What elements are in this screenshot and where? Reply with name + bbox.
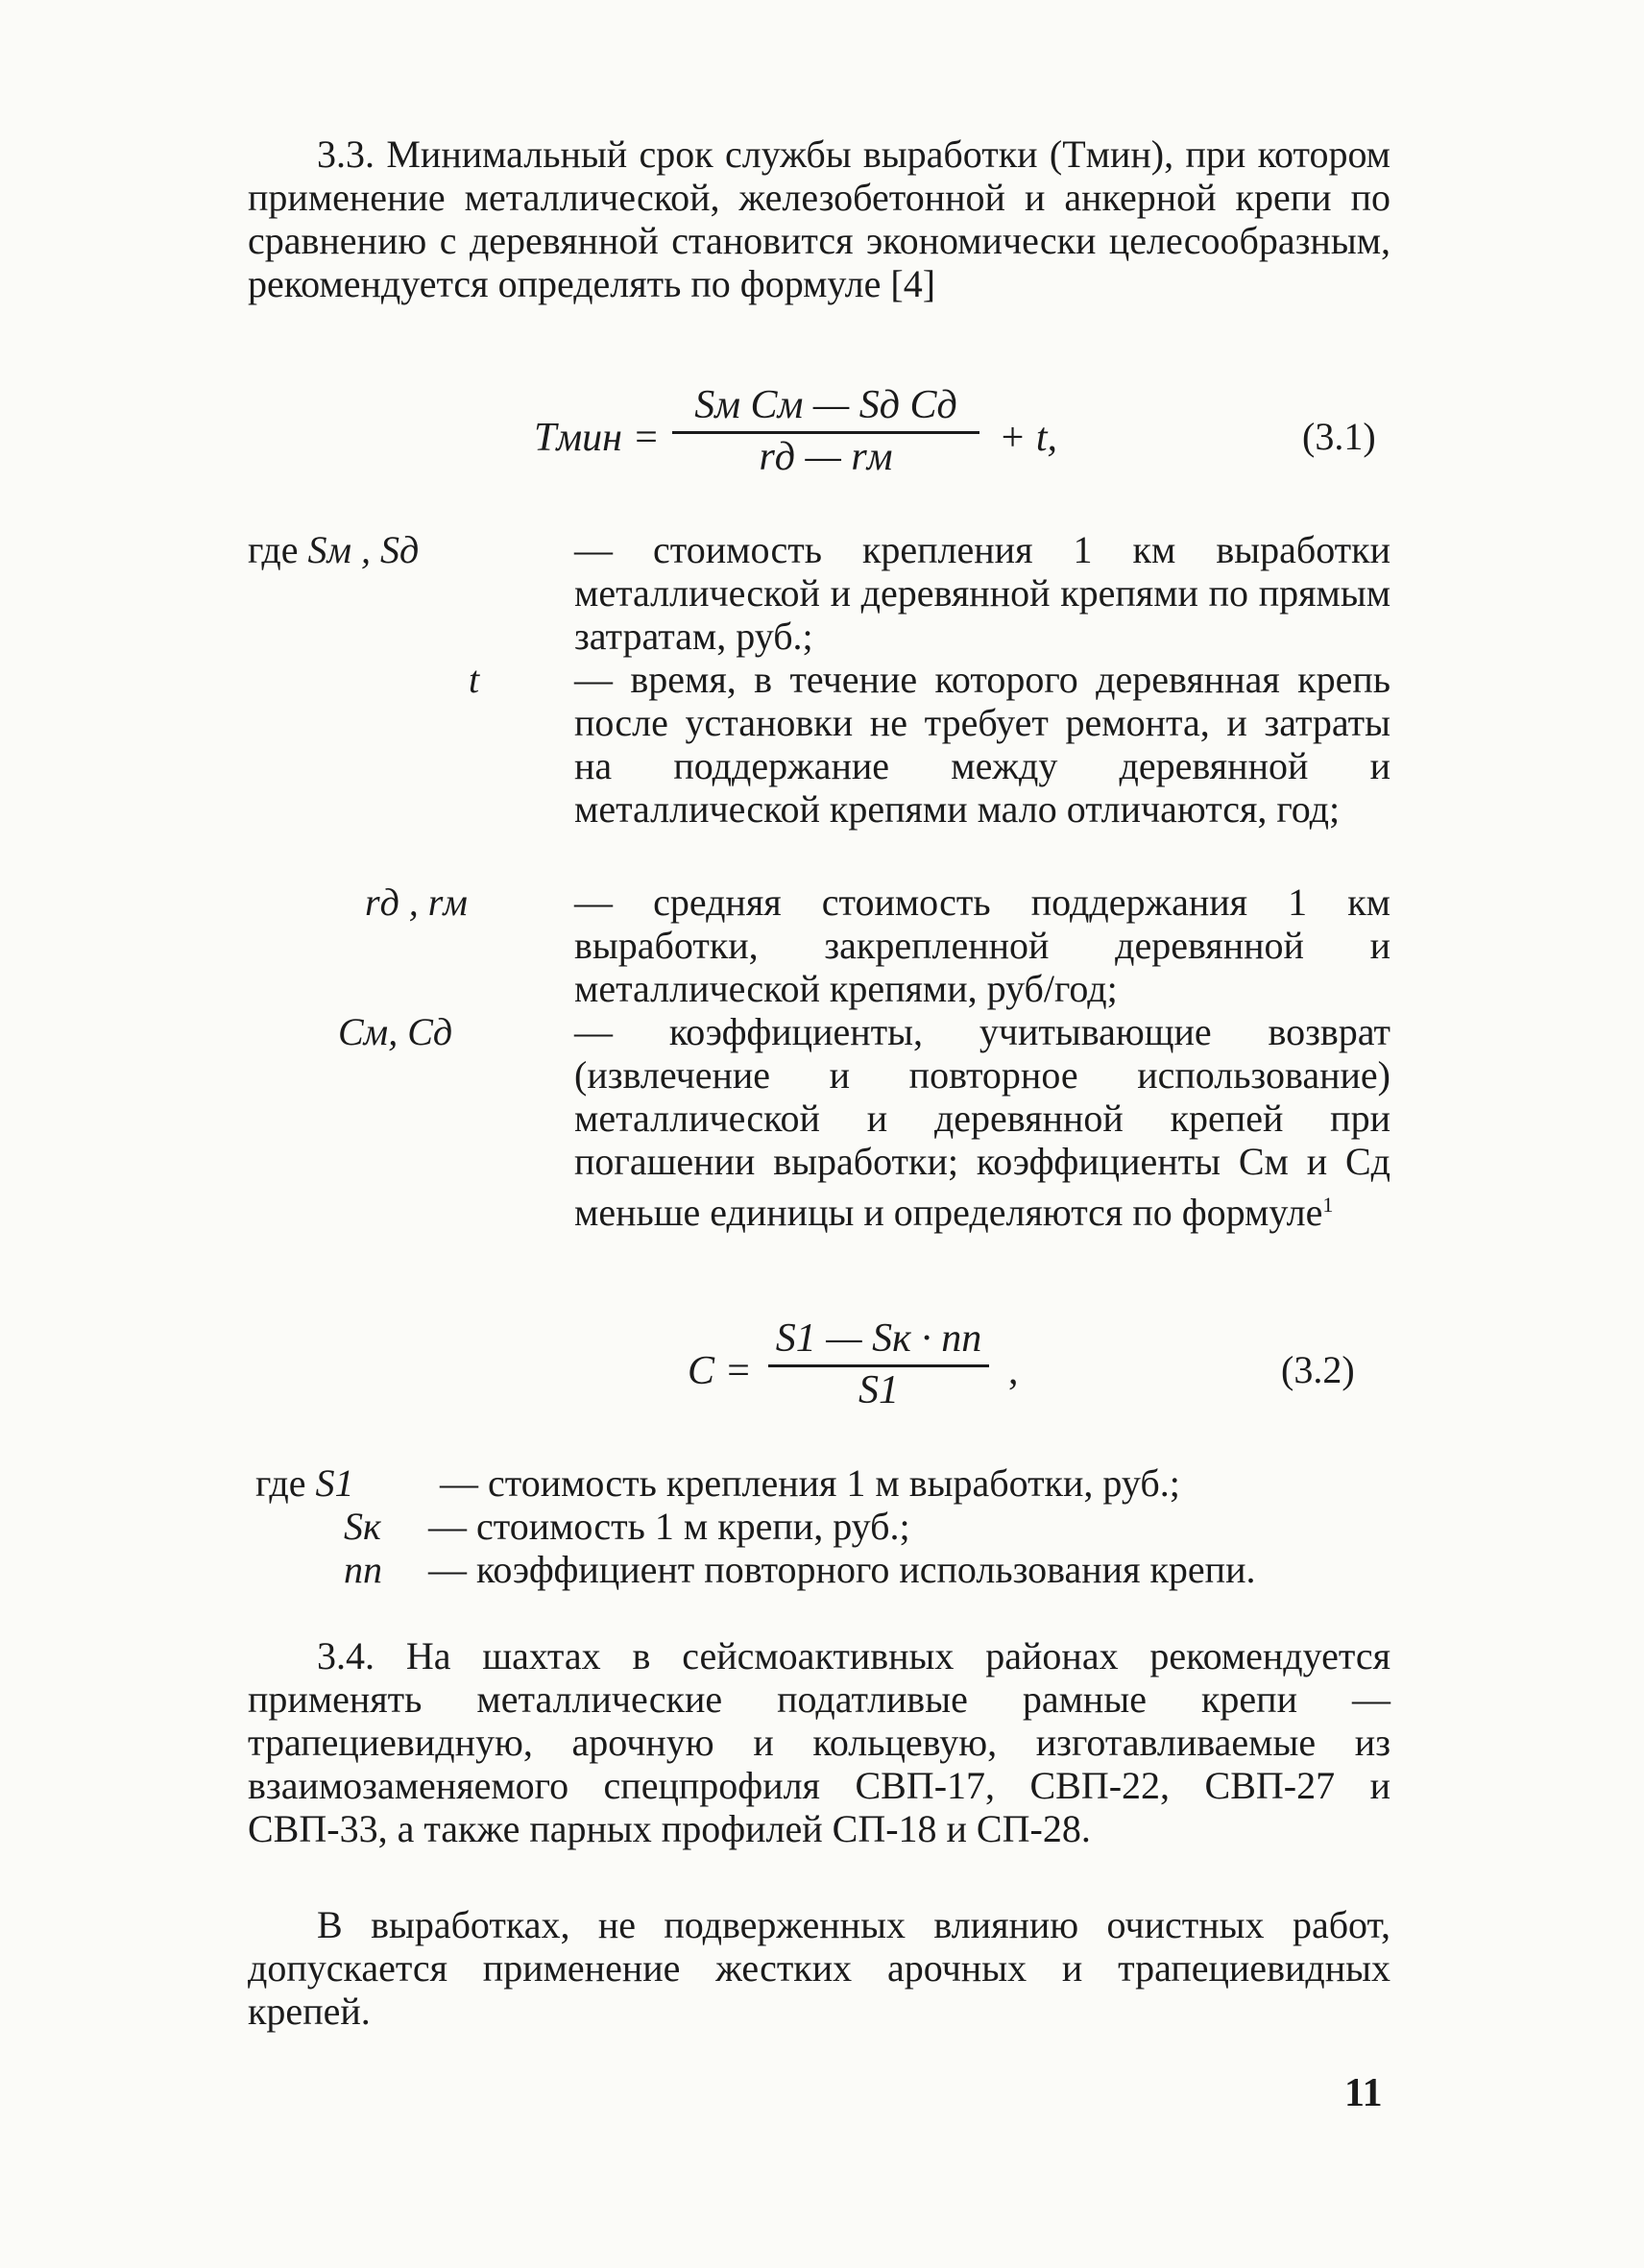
defs-1-symbol-c: Cм, Cд [338,1010,453,1053]
defs-1-intro-text: где [248,528,299,571]
formula-3-1-denominator: rд — rм [759,435,893,479]
formula-3-2-numerator: S1 — Sк · nп [775,1316,982,1361]
defs-1-item-0-text: — стоимость крепления 1 км выработки металлической и деревянной крепями по прямым затратам, руб.; [574,528,1390,658]
formula-3-1-numerator: Sм Cм — Sд Cд [694,383,957,427]
paragraph-final [248,1903,1390,2033]
defs-2-item-2-text: — коэффициент повторного использования крепи. [428,1548,1256,1591]
formula-3-1-fraction [672,384,979,479]
paragraph-3-4-text: 3.4. На шахтах в сейсмоактивных районах рекомендуется применять металлические податливые рамные крепи — трапециевидную, арочную и кольцевую, изготавливаемые из взаимозаменяемого спецпрофиля СВП-17, СВП-22, СВП-27 и СВП-33, а также парных профилей СП-18 и СП-28. [248,1634,1390,1850]
paragraph-3-3-text: 3.3. Минимальный срок службы выработки (Tмин), при котором применение металлической, железобетонной и анкерной крепи по сравнению с деревянной становится экономически целесообразным, рекомендуется определять по формуле [4] [248,133,1390,305]
defs-1-item-2-text: — средняя стоимость поддержания 1 км выработки, закрепленной деревянной и металлической крепями, руб/год; [574,881,1390,1010]
paragraph-3-4 [248,1634,1390,1850]
paragraph-3-3 [248,133,1390,305]
defs-2-item-0-text: — стоимость крепления 1 м выработки, руб.; [440,1461,1180,1505]
defs-1-item-0 [574,528,1390,658]
defs-1-item-1 [574,658,1390,831]
defs-1-symbol-t: t [469,658,480,701]
formula-3-1 [534,417,660,460]
formula-3-2-number: (3.2) [1281,1348,1355,1391]
formula-3-2-lhs: C = [688,1349,752,1393]
formula-3-1-lhs: Tмин = [534,416,660,460]
paragraph-final-text: В выработках, не подверженных влиянию очистных работ, допускается применение жестких арочных и трапециевидных крепей. [248,1903,1390,2033]
formula-3-2-denominator: S1 [858,1368,899,1412]
formula-3-2-bar [768,1364,989,1367]
defs-2-item-2 [428,1548,1389,1591]
formula-3-1-tail [999,417,1057,460]
defs-1-symbol-r: rд , rм [365,881,468,924]
formula-3-1-bar [672,431,979,434]
defs-2-intro [255,1461,354,1505]
defs-2-item-1-text: — стоимость 1 м крепи, руб.; [428,1505,910,1548]
formula-3-1-tail-text: + t, [999,416,1058,460]
defs-1-item-1-text: — время, в течение которого деревянная крепь после установки не требует ремонта, и затраты на поддержание между деревянной и металлической крепями мало отличаются, год; [574,658,1390,831]
defs-1-item-2 [574,881,1390,1010]
formula-3-2 [688,1350,752,1393]
footnote-marker: 1 [1322,1193,1334,1217]
defs-2-symbol-sk: Sк [344,1505,381,1548]
formula-3-1-number: (3.1) [1302,415,1376,458]
formula-3-2-fraction [768,1317,989,1412]
page-number: 11 [1344,2071,1383,2115]
defs-2-intro-text: где [255,1461,306,1505]
defs-2-item-1 [428,1505,1389,1548]
defs-1-item-3-text: — коэффициенты, учитывающие возврат (извлечение и повторное использование) металлической и деревянной крепей при погашении выработки; коэффициенты Cм и Cд меньше единицы и определяются по формуле [574,1010,1390,1234]
defs-2-item-0 [440,1461,1390,1505]
defs-2-symbol-s1: S1 [315,1461,354,1505]
defs-2-symbol-np: nп [344,1548,382,1591]
defs-1-symbol-s: Sм , Sд [307,528,420,571]
defs-1-intro [248,528,419,571]
formula-3-2-tail: , [1008,1349,1019,1393]
defs-1-item-3 [574,1010,1390,1234]
